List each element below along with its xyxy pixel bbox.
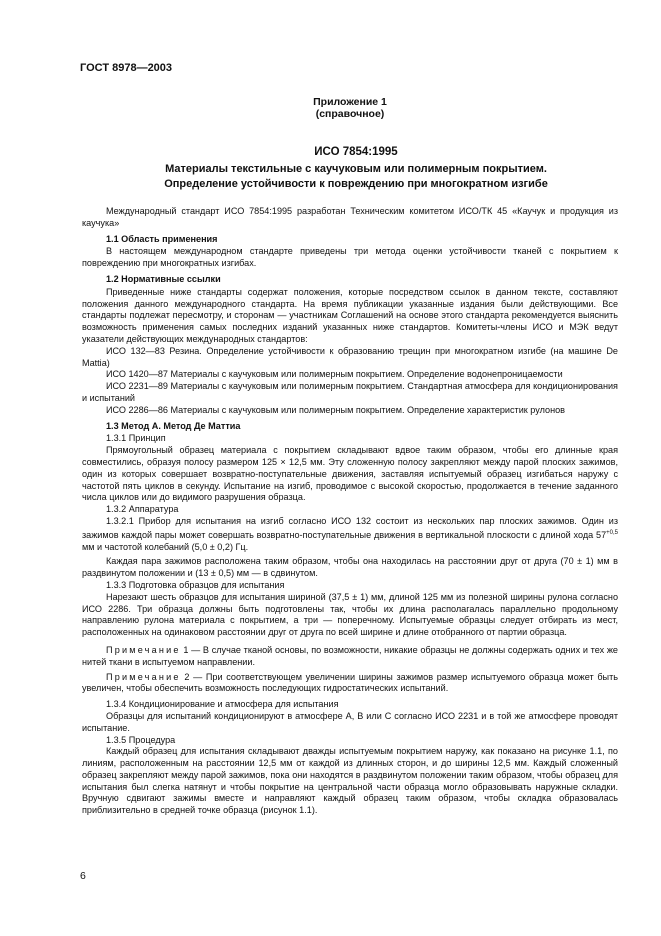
section-1-3-5-text: Каждый образец для испытания складывают дважды испытуемым покрытием наружу, как показано на рисунке 1.1, по линиям, расположенным на расстоянии 12,5 мм от каждой из длинных сторон, и до ширины 12,5 мм. Каждый сложенный образец закрепляют между парой зажимов, пока они находятся в раздвинутом положении таким образом, чтобы образец для испытания был слегка натянут и чтобы покрытие на центральной части образца могло образовывать наружные складки. Вручную сдвигают зажимы вместе и направляют каждый образец таким образом, чтобы складка образовалась приблизительно в средней точке образца (рисунок 1.1). [82,746,618,816]
stroke-tolerance-superscript: +0,5 [606,529,618,536]
annex-title: Приложение 1 [313,96,387,108]
frequency-text: мм и частотой колебаний (5,0 ± 0,2) Гц. [82,541,249,552]
standard-title-line-1: Материалы текстильные с каучуковым или полимерным покрытием. [165,163,547,175]
standard-title-block [96,145,616,192]
page-number: 6 [80,870,86,882]
section-1-3-4-text: Образцы для испытаний кондиционируют в атмосфере А, В или С согласно ИСО 2231 и в той же атмосфере проводят испытание. [82,710,618,733]
stroke-length-text: 1.3.2.1 Прибор для испытания на изгиб согласно ИСО 132 состоит из нескольких пар плоских зажимов. Один из зажимов каждой пары может совершать возвратно-поступательные движения в вертикальной плоскости с длиной хода 57 [82,515,618,540]
section-1-1-text: В настоящем международном стандарте приведены три метода оценки устойчивости тканей с покрытием к повреждению при многократных изгибах. [82,246,618,269]
section-1-2-heading: 1.2 Нормативные ссылки [106,273,221,284]
note-1 [82,645,618,669]
reference-iso-2286: ИСО 2286—86 Материалы с каучуковым или полимерным покрытием. Определение характеристик рулонов [106,404,565,415]
clamp-distance-text: Каждая пара зажимов расположена таким образом, чтобы она находилась на расстоянии друг от друга (70 ± 1) мм в раздвинутом положении и (13 ± 0,5) мм — в сдвинутом. [82,556,618,579]
section-1-3-5-heading: 1.3.5 Процедура [106,734,176,745]
note-1-label: Примечание [106,644,181,655]
section-1-1-heading: 1.1 Область применения [106,233,218,244]
reference-iso-1420: ИСО 1420—87 Материалы с каучуковым или полимерным покрытием. Определение водонепроницаемости [106,369,563,380]
note-2-label: Примечание [106,671,181,682]
document-body [82,206,618,817]
section-1-3-3-heading: 1.3.3 Подготовка образцов для испытания [106,579,285,590]
note-2-text: 2 — При соответствующем увеличении ширины зажимов размер испытуемого образца может быть увеличен, чтобы обеспечить возможность последующих гидростатических испытаний. [82,671,618,694]
section-1-3-1-heading: 1.3.1 Принцип [106,433,166,444]
section-1-3-2-heading: 1.3.2 Аппаратура [106,504,179,515]
intro-paragraph: Международный стандарт ИСО 7854:1995 разработан Техническим комитетом ИСО/ТК 45 «Каучук и продукция из каучука» [82,206,618,228]
standard-title-line-2: Определение устойчивости к повреждению при многократном изгибе [164,178,548,190]
note-1-text: 1 — В случае тканой основы, по возможности, никакие образцы не должны содержать одних и тех же нитей ткани в испытуемом направлении. [82,644,618,667]
annex-heading [262,96,438,120]
reference-iso-132: ИСО 132—83 Резина. Определение устойчивости к образованию трещин при многократном изгибе (на машине De Mattia) [82,345,618,368]
section-1-3-4-heading: 1.3.4 Кондиционирование и атмосфера для испытания [106,699,339,710]
annex-note: (справочное) [315,108,385,120]
section-1-3-3-text: Нарезают шесть образцов для испытания шириной (37,5 ± 1) мм, длиной 125 мм из полезной ширины рулона согласно ИСО 2286. Три образца должны быть подготовлены так, чтобы их длина располагалась параллельно продольному направлению рулона материала с покрытием, а три — поперечному. Испытуемые образцы следует отбирать из мест, расположенных на одинаковом расстоянии друг от друга по всей ширине и длине отобранного от партии образца. [82,591,618,638]
document-code: ГОСТ 8978—2003 [80,62,173,74]
section-1-3-heading: 1.3 Метод А. Метод Де Маттиа [106,420,241,431]
section-1-2-text: Приведенные ниже стандарты содержат положения, которые посредством ссылок в данном тексте, составляют положения данного международного стандарта. На время публикации указанные издания были действующими. Все стандарты подлежат пересмотру, и сторонам — участникам Соглашений на основе этого стандарта рекомендуется выяснить возможность применения самых последних изданий указанных ниже стандартов. Комитеты-члены ИСО и МЭК ведут указатели действующих международных стандартов: [82,286,618,344]
standard-number: ИСО 7854:1995 [314,146,398,158]
section-1-3-1-text: Прямоугольный образец материала с покрытием складывают вдвое таким образом, чтобы его длинные края совместились, образуя полосу размером 125 × 12,5 мм. Эту сложенную полосу закрепляют между парой плоских зажимов, один из которых совершает возвратно-поступательные движения, заставляя испытуемый образец изгибаться наружу с частотой пять циклов в секунду. Испытание на изгиб, проводимое с высокой скоростью, продолжается в течение заданного числа циклов или до видимого разрушения образца. [82,445,618,503]
reference-iso-2231: ИСО 2231—89 Материалы с каучуковым или полимерным покрытием. Стандартная атмосфера для кондиционирования и испытаний [82,381,618,403]
note-2 [82,672,618,696]
section-1-3-2-1-text [82,516,618,553]
